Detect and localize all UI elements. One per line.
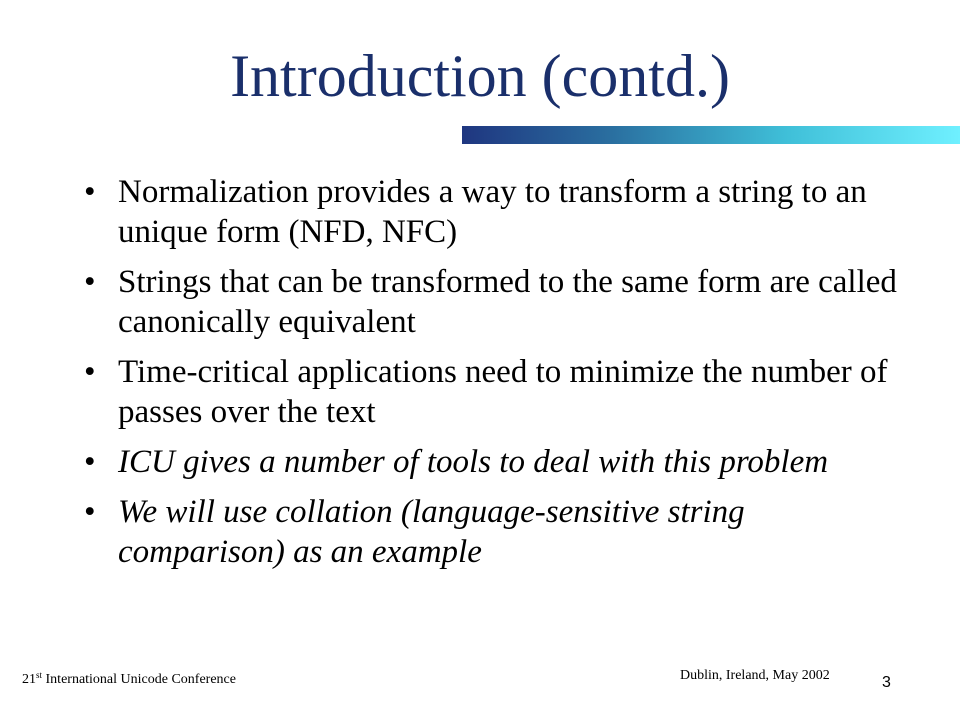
bullet-icon: • bbox=[84, 444, 96, 480]
bullet-text: Time-critical applications need to minimize the number of passes over the text bbox=[118, 354, 888, 430]
footer-conference bbox=[22, 672, 236, 688]
conference-ordinal-suffix: st bbox=[36, 670, 43, 680]
bullet-text: Strings that can be transformed to the same form are called canonically equivalent bbox=[118, 264, 897, 340]
conference-number: 21 bbox=[22, 672, 36, 687]
conference-name: International Unicode Conference bbox=[42, 672, 236, 687]
bullet-icon: • bbox=[84, 494, 96, 530]
footer-location-date: Dublin, Ireland, May 2002 bbox=[680, 668, 830, 683]
bullet-item bbox=[80, 492, 900, 572]
bullet-item bbox=[80, 172, 900, 252]
bullet-text: ICU gives a number of tools to deal with this problem bbox=[118, 444, 829, 480]
title-gradient-rule bbox=[462, 126, 960, 144]
bullet-icon: • bbox=[84, 354, 96, 390]
bullet-item bbox=[80, 442, 900, 482]
slide-title: Introduction (contd.) bbox=[230, 43, 730, 109]
bullet-icon: • bbox=[84, 174, 96, 210]
bullet-text: Normalization provides a way to transform a string to an unique form (NFD, NFC) bbox=[118, 174, 867, 250]
bullet-item bbox=[80, 352, 900, 432]
bullet-list bbox=[80, 172, 900, 582]
bullet-text: We will use collation (language-sensitive string comparison) as an example bbox=[118, 494, 745, 570]
bullet-icon: • bbox=[84, 264, 96, 300]
bullet-item bbox=[80, 262, 900, 342]
page-number: 3 bbox=[882, 674, 891, 691]
